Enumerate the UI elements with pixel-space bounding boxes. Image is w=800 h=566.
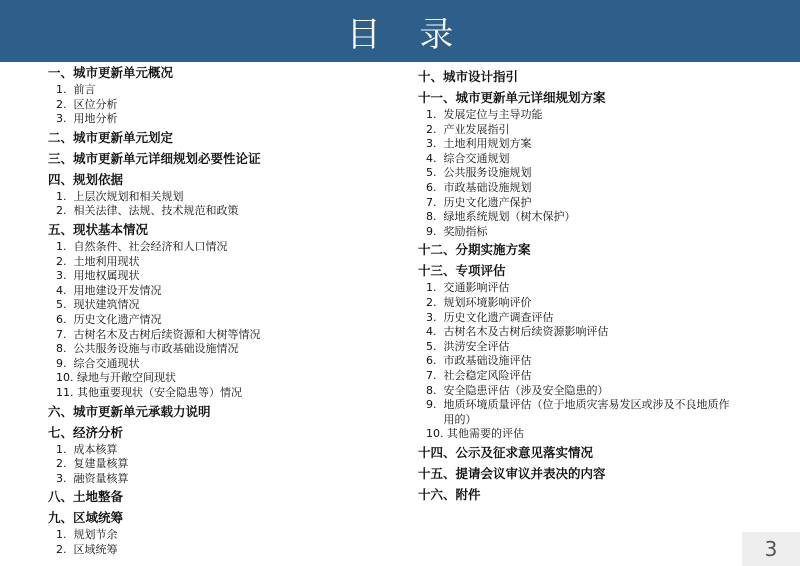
page-title: 目 录 — [346, 14, 468, 55]
toc-item-number: 10. — [56, 371, 74, 385]
toc-section-title[interactable]: 十三、专项评估 — [418, 263, 506, 279]
toc-item[interactable] — [418, 166, 748, 181]
toc-item-number: 9. — [426, 224, 437, 238]
toc-item-number: 8. — [426, 210, 437, 224]
toc-section — [48, 507, 378, 557]
toc-item[interactable] — [48, 240, 378, 255]
toc-item-text: 交通影响评估 — [443, 281, 510, 295]
toc-item[interactable] — [418, 427, 748, 442]
toc-section-title[interactable]: 一、城市更新单元概况 — [48, 65, 174, 80]
toc-item-text: 洪涝安全评估 — [443, 339, 510, 353]
toc-section-title[interactable]: 五、现状基本情况 — [48, 221, 149, 237]
toc-item-text: 其他需要的评估 — [447, 427, 524, 441]
toc-item[interactable] — [418, 281, 748, 296]
toc-item-text: 用地分析 — [73, 112, 118, 126]
toc-item-number: 3. — [56, 471, 67, 485]
toc-section — [418, 442, 748, 463]
toc-item[interactable] — [48, 204, 378, 219]
toc-section — [418, 239, 748, 260]
toc-item-text: 规划环境影响评价 — [443, 295, 532, 309]
toc-section-title[interactable]: 十六、附件 — [418, 486, 481, 502]
toc-item[interactable] — [418, 369, 748, 384]
toc-item-number: 1. — [426, 281, 437, 295]
toc-item[interactable] — [418, 325, 748, 340]
toc-item[interactable] — [418, 196, 748, 211]
toc-item-text: 历史文化遗产保护 — [443, 195, 532, 209]
toc-item-text: 区域统筹 — [73, 542, 118, 556]
header-bar — [0, 0, 800, 62]
toc-section — [48, 401, 378, 422]
toc-section — [418, 87, 748, 239]
toc-section-title[interactable]: 十五、提请会议审议并表决的内容 — [418, 465, 606, 481]
toc-item-text: 古树名木及古树后续资源和大树等情况 — [73, 327, 261, 341]
toc-item-number: 2. — [426, 295, 437, 309]
toc-item-number: 2. — [56, 254, 67, 268]
toc-item[interactable] — [418, 123, 748, 138]
toc-item-number: 6. — [426, 354, 437, 368]
toc-item-text: 产业发展指引 — [443, 122, 510, 136]
toc-section-title[interactable]: 四、规划依据 — [48, 171, 124, 187]
toc-item[interactable] — [418, 152, 748, 167]
toc-item-list — [48, 528, 378, 557]
toc-item[interactable] — [418, 296, 748, 311]
toc-item-text: 奖励指标 — [443, 224, 488, 238]
toc-item-number: 1. — [56, 528, 67, 542]
toc-item-text: 公共服务设施与市政基础设施情况 — [73, 342, 239, 356]
toc-item-number: 4. — [426, 325, 437, 339]
toc-item[interactable] — [418, 354, 748, 369]
toc-item[interactable] — [48, 190, 378, 205]
toc-item[interactable] — [418, 398, 748, 427]
toc-item[interactable] — [48, 269, 378, 284]
toc-right-column — [418, 66, 748, 505]
toc-item-number: 2. — [426, 122, 437, 136]
toc-section-title[interactable]: 三、城市更新单元详细规划必要性论证 — [48, 150, 261, 166]
toc-section-title[interactable]: 十二、分期实施方案 — [418, 242, 531, 258]
toc-item-list — [48, 83, 378, 127]
toc-section — [418, 260, 748, 442]
toc-item-text: 社会稳定风险评估 — [443, 368, 532, 382]
toc-item[interactable] — [48, 472, 378, 487]
toc-item-number: 7. — [426, 368, 437, 382]
toc-item[interactable] — [418, 181, 748, 196]
toc-item-number: 1. — [56, 442, 67, 456]
toc-item[interactable] — [48, 457, 378, 472]
toc-item[interactable] — [48, 371, 378, 386]
toc-item-number: 5. — [56, 298, 67, 312]
toc-section-title[interactable]: 九、区域统筹 — [48, 510, 124, 526]
toc-item-text: 绿地系统规划（树木保护） — [443, 210, 576, 224]
toc-section — [418, 484, 748, 505]
toc-item-text: 地质环境质量评估（位于地质灾害易发区或涉及不良地质作用的） — [443, 398, 730, 426]
toc-item-text: 规划节余 — [73, 528, 118, 542]
toc-section — [48, 127, 378, 148]
toc-item-number: 5. — [426, 166, 437, 180]
toc-item-number: 6. — [56, 312, 67, 326]
toc-item[interactable] — [418, 384, 748, 399]
toc-item-number: 11. — [56, 385, 74, 399]
toc-item[interactable] — [48, 386, 378, 401]
toc-item-text: 前言 — [73, 83, 96, 96]
toc-item[interactable] — [48, 528, 378, 543]
toc-section — [48, 486, 378, 507]
page-number: 3 — [764, 537, 778, 561]
toc-item-text: 区位分析 — [73, 97, 118, 111]
toc-item[interactable] — [48, 298, 378, 313]
toc-item-number: 6. — [426, 180, 437, 194]
toc-item-list — [418, 281, 748, 442]
toc-item-text: 综合交通规划 — [443, 151, 510, 165]
toc-item-text: 安全隐患评估（涉及安全隐患的） — [443, 383, 609, 397]
toc-item[interactable] — [48, 112, 378, 127]
toc-item[interactable] — [418, 340, 748, 355]
toc-item-text: 绿地与开敞空间现状 — [77, 371, 176, 385]
toc-section-title[interactable]: 十四、公示及征求意见落实情况 — [418, 444, 594, 460]
toc-item[interactable] — [418, 137, 748, 152]
toc-item-list — [48, 240, 378, 401]
toc-item[interactable] — [48, 543, 378, 558]
toc-section-title[interactable]: 八、土地整备 — [48, 489, 124, 505]
toc-item-text: 土地利用规划方案 — [443, 137, 532, 151]
toc-item-text: 综合交通现状 — [73, 356, 140, 370]
toc-item[interactable] — [418, 210, 748, 225]
toc-item-number: 3. — [56, 112, 67, 126]
toc-item[interactable] — [48, 284, 378, 299]
toc-item[interactable] — [48, 255, 378, 270]
toc-item-list — [48, 443, 378, 487]
toc-item-number: 3. — [426, 137, 437, 151]
toc-item-text: 市政基础设施规划 — [443, 180, 532, 194]
toc-item-text: 其他重要现状（安全隐患等）情况 — [77, 385, 242, 399]
toc-item-text: 古树名木及古树后续资源影响评估 — [443, 325, 609, 339]
toc-section — [48, 62, 378, 127]
toc-section — [48, 148, 378, 169]
toc-item-text: 现状建筑情况 — [73, 298, 140, 312]
toc-item[interactable] — [48, 342, 378, 357]
toc-item[interactable] — [418, 311, 748, 326]
toc-item-number: 5. — [426, 339, 437, 353]
toc-item-text: 历史文化遗产情况 — [73, 312, 162, 326]
toc-item[interactable] — [48, 357, 378, 372]
toc-item-number: 10. — [426, 427, 444, 441]
toc-item-text: 融资量核算 — [73, 471, 129, 485]
toc-left-column — [48, 62, 378, 557]
toc-section — [418, 463, 748, 484]
toc-item-text: 市政基础设施评估 — [443, 354, 532, 368]
toc-item-number: 4. — [426, 151, 437, 165]
toc-item-number: 7. — [426, 195, 437, 209]
toc-item-number: 9. — [56, 356, 67, 370]
toc-item-text: 公共服务设施规划 — [443, 166, 532, 180]
toc-item-text: 用地建设开发情况 — [73, 283, 162, 297]
toc-item-text: 上层次规划和相关规划 — [73, 189, 184, 203]
toc-section — [48, 422, 378, 487]
toc-item[interactable] — [48, 328, 378, 343]
toc-item-text: 复建量核算 — [73, 457, 129, 471]
toc-item-number: 1. — [56, 239, 67, 253]
toc-item-list — [48, 190, 378, 219]
toc-item-number: 2. — [56, 204, 67, 218]
toc-section-title[interactable]: 十一、城市更新单元详细规划方案 — [418, 90, 606, 105]
toc-section-title[interactable]: 六、城市更新单元承载力说明 — [48, 403, 211, 419]
toc-item-number: 8. — [56, 342, 67, 356]
toc-item-number: 4. — [56, 283, 67, 297]
toc-item[interactable] — [48, 443, 378, 458]
toc-item-text: 成本核算 — [73, 442, 118, 456]
page-number-box — [742, 532, 800, 566]
toc-section-title[interactable]: 七、经济分析 — [48, 424, 124, 440]
toc-item[interactable] — [418, 225, 748, 240]
toc-item[interactable] — [48, 83, 378, 98]
toc-item[interactable] — [48, 313, 378, 328]
toc-item-number: 2. — [56, 97, 67, 111]
toc-item-text: 相关法律、法规、技术规范和政策 — [73, 204, 239, 218]
toc-item-text: 发展定位与主导功能 — [443, 108, 543, 121]
toc-item-number: 1. — [56, 189, 67, 203]
toc-section — [418, 66, 748, 87]
toc-section-title[interactable]: 十、城市设计指引 — [418, 69, 519, 84]
toc-item-list — [418, 108, 748, 239]
toc-item-number: 3. — [426, 310, 437, 324]
toc-item-number: 7. — [56, 327, 67, 341]
toc-section — [48, 169, 378, 219]
toc-item-number: 1. — [426, 108, 437, 121]
toc-item-number: 9. — [426, 398, 437, 412]
toc-item[interactable] — [418, 108, 748, 123]
toc-item[interactable] — [48, 98, 378, 113]
toc-item-number: 2. — [56, 542, 67, 556]
toc-section — [48, 219, 378, 401]
toc-item-text: 自然条件、社会经济和人口情况 — [73, 239, 228, 253]
toc-item-text: 土地利用现状 — [73, 254, 140, 268]
toc-item-number: 8. — [426, 383, 437, 397]
toc-item-number: 3. — [56, 269, 67, 283]
toc-item-text: 历史文化遗产调查评估 — [443, 310, 554, 324]
toc-item-number: 2. — [56, 457, 67, 471]
toc-item-text: 用地权属现状 — [73, 269, 140, 283]
toc-section-title[interactable]: 二、城市更新单元划定 — [48, 129, 174, 145]
toc-item-number: 1. — [56, 83, 67, 96]
